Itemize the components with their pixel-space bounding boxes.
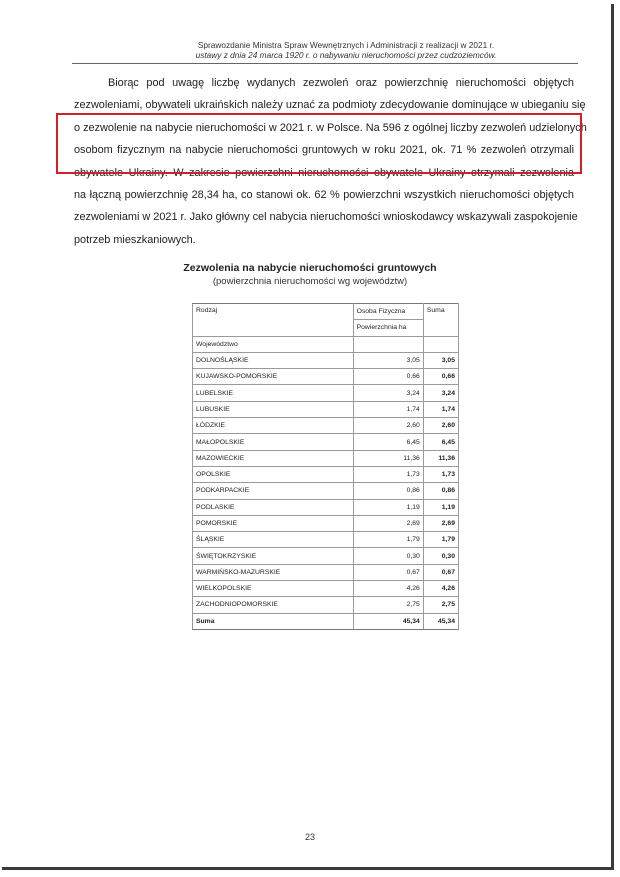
sum-cell: 1,74 [423,401,458,417]
voivodeship-cell: ZACHODNIOPOMORSKIE [193,597,354,613]
paragraph-line: zezwoleniami, obywateli ukraińskich należy uznać za podmioty zdecydowanie dominujące w ubieganiu się [74,99,586,112]
table-subtitle: (powierzchnia nieruchomości wg województw) [212,276,408,287]
paragraph-line: potrzeb mieszkaniowych. [74,233,196,246]
voivodeship-cell: ŚLĄSKIE [193,532,354,548]
voivodeship-cell: DOLNOŚLĄSKIE [193,352,354,368]
table-row [193,499,459,515]
header-suma: Suma [423,304,458,337]
voivodeship-cell: WARMIŃSKO-MAZURSKIE [193,564,354,580]
area-cell: 1,73 [353,466,423,482]
voivodeship-cell: LUBELSKIE [193,385,354,401]
area-cell: 0,67 [353,564,423,580]
page-number: 23 [304,832,315,842]
table-total-row [193,613,459,629]
header-powierzchnia: Powierzchnia ha [353,320,423,336]
area-cell: 2,75 [353,597,423,613]
sum-cell: 0,30 [423,548,458,564]
header-divider [72,63,578,64]
voivodeship-cell: MAŁOPOLSKIE [193,434,354,450]
sum-cell: 3,05 [423,352,458,368]
area-cell: 1,74 [353,401,423,417]
sum-cell: 1,19 [423,499,458,515]
table-row [193,434,459,450]
table-row [193,548,459,564]
sum-cell: 11,36 [423,450,458,466]
header-wojewodztwo: Województwo [193,336,354,352]
sum-cell: 3,24 [423,385,458,401]
table-row [193,483,459,499]
header-line-1: Sprawozdanie Ministra Spraw Wewnętrznych i Administracji z realizacji w 2021 r. [197,40,495,50]
header-osoba-fizyczna: Osoba Fizyczna [353,304,423,320]
voivodeship-cell: KUJAWSKO-POMORSKIE [193,369,354,385]
header-rodzaj: Rodzaj [193,304,354,337]
area-cell: 4,26 [353,581,423,597]
paragraph-line: zezwoleniami w 2021 r. Jako główny cel nabycia nieruchomości wnioskodawcy wskazywali zaspokojenie [74,211,578,224]
voivodeship-cell: LUBUSKIE [193,401,354,417]
area-cell: 2,69 [353,515,423,531]
voivodeship-cell: WIELKOPOLSKIE [193,581,354,597]
area-cell: 0,30 [353,548,423,564]
sum-cell: 2,69 [423,515,458,531]
paragraph-line: na łączną powierzchnię 28,34 ha, co stanowi ok. 62 % powierzchni wszystkich nieruchomości objętych [74,189,574,202]
sum-cell: 1,73 [423,466,458,482]
area-cell: 6,45 [353,434,423,450]
voivodeship-cell: MAZOWIECKIE [193,450,354,466]
table-row [193,564,459,580]
paragraph-line: Biorąc pod uwagę liczbę wydanych zezwoleń oraz powierzchnię nieruchomości objętych [108,77,574,89]
table-row [193,401,459,417]
voivodeship-cell: OPOLSKIE [193,466,354,482]
area-cell: 0,66 [353,369,423,385]
table-row [193,466,459,482]
sum-cell: 2,75 [423,597,458,613]
highlight-box [56,113,587,174]
table-row [193,532,459,548]
paragraph-line: obywatele Ukrainy. W zakresie powierzchni nieruchomości obywatele Ukrainy otrzymali zezwolenia [74,166,574,179]
table-header-row [193,336,459,352]
header-line-2: ustawy z dnia 24 marca 1920 r. o nabywaniu nieruchomości przez cudzoziemców. [195,50,497,60]
table-title: Zezwolenia na nabycie nieruchomości gruntowych [183,262,437,274]
paragraph-line: osobom fizycznym na nabycie nieruchomości gruntowych w roku 2021, ok. 71 % zezwoleń otrzymali [74,144,574,157]
table-row [193,597,459,613]
table-row [193,515,459,531]
area-cell: 2,60 [353,418,423,434]
total-sum-cell: 45,34 [423,613,458,629]
table-row [193,369,459,385]
area-cell: 0,86 [353,483,423,499]
table-header-row [193,304,459,320]
area-cell: 1,79 [353,532,423,548]
sum-cell: 1,79 [423,532,458,548]
area-cell: 3,05 [353,352,423,368]
sum-cell: 6,45 [423,434,458,450]
sum-cell: 0,66 [423,369,458,385]
sum-cell: 2,60 [423,418,458,434]
table-row [193,385,459,401]
permits-table [192,303,459,630]
voivodeship-cell: ŁÓDZKIE [193,418,354,434]
total-label-cell: Suma [193,613,354,629]
voivodeship-cell: PODLASKIE [193,499,354,515]
table-row [193,581,459,597]
voivodeship-cell: PODKARPACKIE [193,483,354,499]
sum-cell: 0,67 [423,564,458,580]
table-row [193,418,459,434]
table-row [193,450,459,466]
voivodeship-cell: POMORSKIE [193,515,354,531]
area-cell: 11,36 [353,450,423,466]
total-area-cell: 45,34 [353,613,423,629]
sum-cell: 4,26 [423,581,458,597]
area-cell: 3,24 [353,385,423,401]
paragraph-line: o zezwolenie na nabycie nieruchomości w 2021 r. w Polsce. Na 596 z ogólnej liczby zezwoleń udzielonych [74,121,587,134]
table-row [193,352,459,368]
sum-cell: 0,86 [423,483,458,499]
area-cell: 1,19 [353,499,423,515]
voivodeship-cell: ŚWIĘTOKRZYSKIE [193,548,354,564]
